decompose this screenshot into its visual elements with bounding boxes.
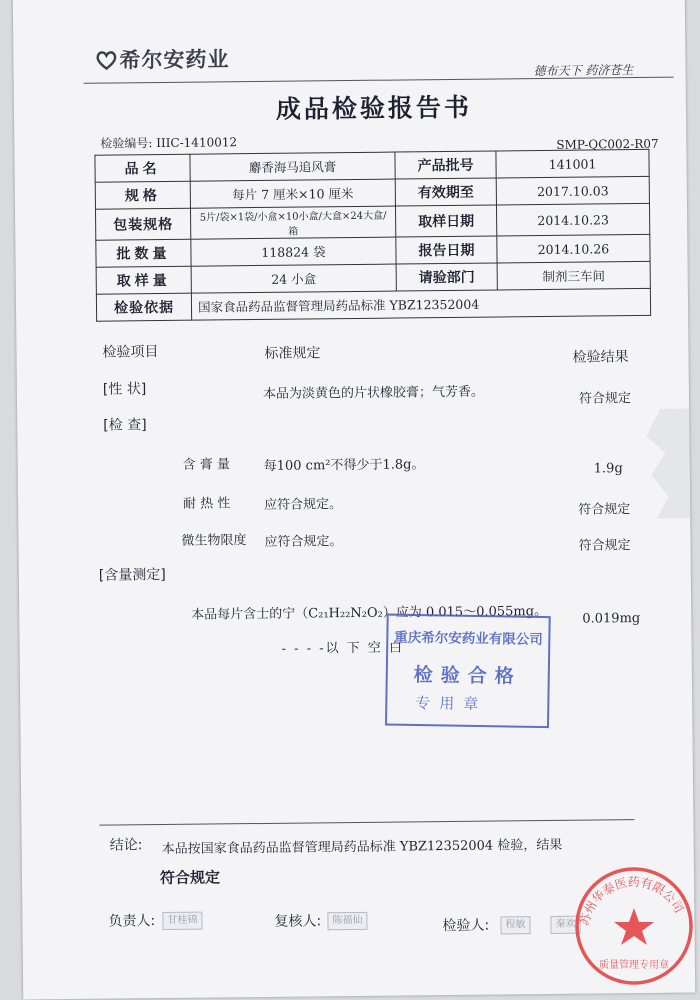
row-value2: 2014.10.23	[496, 203, 649, 236]
check-name: 耐 热 性	[183, 496, 231, 512]
assay-result: 0.019mg	[582, 611, 641, 627]
check-result: 符合规定	[578, 502, 631, 518]
check-standard: 应符合规定。	[264, 534, 343, 550]
column-item-header: 检验项目	[102, 344, 159, 361]
check-label: [检 查]	[103, 417, 147, 434]
row-label2: 取样日期	[395, 205, 496, 237]
row-value2: 2017.10.03	[496, 176, 649, 205]
reviewer-label: 复核人:	[274, 913, 322, 930]
doc-code: SMP-QC002-R07	[556, 136, 659, 152]
inspection-no-label: 检验编号:	[100, 136, 153, 151]
quality-seal	[570, 862, 698, 990]
heart-logo-icon	[95, 50, 117, 70]
row-label2: 请验部门	[396, 263, 497, 291]
inspection-stamp	[385, 614, 551, 729]
blank-note: - - - -以 下 空 白	[281, 640, 405, 657]
column-result-header: 检验结果	[572, 349, 629, 366]
row-value2: 2014.10.26	[497, 234, 650, 263]
slogan: 德布天下 药济苍生	[533, 63, 634, 79]
basis-label: 检验依据	[96, 293, 191, 321]
seal-company: 苏州华泰医药有限公司	[577, 874, 687, 927]
conclusion-divider	[99, 819, 634, 826]
inspector-label: 检验人:	[442, 917, 490, 935]
row-label: 批数量	[96, 239, 191, 267]
check-name: 含 膏 量	[182, 457, 231, 473]
column-standard-header: 标准规定	[264, 345, 321, 362]
row-value2: 制剂三车间	[497, 261, 650, 290]
inspector-signature-1: 程敏	[500, 916, 530, 934]
info-table	[94, 149, 651, 322]
row-label2: 产品批号	[395, 151, 496, 179]
assay-standard: 本品每片含士的宁（C₂₁H₂₂N₂O₂）应为 0.015～0.055mg。	[191, 603, 548, 623]
responsible-signature: 甘桂锦	[162, 912, 202, 930]
row-label: 包装规格	[95, 208, 190, 240]
check-name: 微生物限度	[181, 533, 247, 549]
row-value2: 141001	[496, 149, 649, 178]
basis-value: 国家食品药品监督管理局药品标准 YBZ12352004	[191, 288, 650, 320]
inspector-signature-2: 秦欢	[550, 916, 580, 934]
stamp-company: 重庆希尔安药业有限公司	[394, 629, 543, 648]
responsible-label: 负责人:	[108, 913, 156, 930]
company-logo	[95, 43, 229, 74]
row-value: 118824 袋	[191, 237, 396, 266]
report-sheet	[13, 0, 695, 999]
character-result: 符合规定	[578, 391, 632, 407]
inspection-no-value: IIIC-1410012	[156, 135, 238, 151]
inspection-no	[100, 133, 237, 151]
seal-subtitle: 质量管理专用章	[599, 960, 669, 971]
conclusion-text: 本品按国家食品药品监督管理局药品标准 YBZ12352004 检验，结果	[161, 837, 563, 858]
row-value: 24 小盒	[191, 264, 396, 293]
reviewer-signature: 陈福仙	[327, 912, 367, 930]
header-rule	[84, 77, 674, 84]
row-label: 取样量	[96, 266, 191, 294]
stamp-pass: 检验合格	[413, 663, 522, 688]
conclusion-label: 结论:	[109, 837, 143, 854]
row-label2: 有效期至	[395, 178, 496, 206]
stamp-special: 专用章	[415, 693, 488, 714]
row-value: 麝香海马追风膏	[190, 152, 395, 181]
row-label: 规格	[95, 181, 190, 209]
check-result: 1.9g	[593, 461, 623, 477]
character-standard: 本品为淡黄色的片状橡胶膏；气芳香。	[262, 384, 485, 402]
table-row	[96, 288, 650, 321]
character-label: [性 状]	[102, 381, 147, 398]
row-value: 5片/袋×1袋/小盒×10小盒/大盒×24大盒/箱	[190, 206, 395, 239]
check-result: 符合规定	[578, 538, 631, 554]
row-label2: 报告日期	[396, 236, 497, 264]
check-standard: 应符合规定。	[264, 497, 343, 513]
check-standard: 每100 cm²不得少于1.8g。	[263, 457, 425, 474]
star-icon	[614, 908, 654, 945]
conclusion-result: 符合规定	[159, 868, 221, 888]
row-label: 品名	[95, 154, 190, 182]
company-name: 希尔安药业	[119, 47, 230, 73]
page-title: 成品检验报告书	[275, 92, 473, 124]
torn-edge	[641, 408, 690, 518]
assay-label: [含量测定]	[98, 566, 166, 584]
row-value: 每片 7 厘米×10 厘米	[190, 179, 395, 208]
